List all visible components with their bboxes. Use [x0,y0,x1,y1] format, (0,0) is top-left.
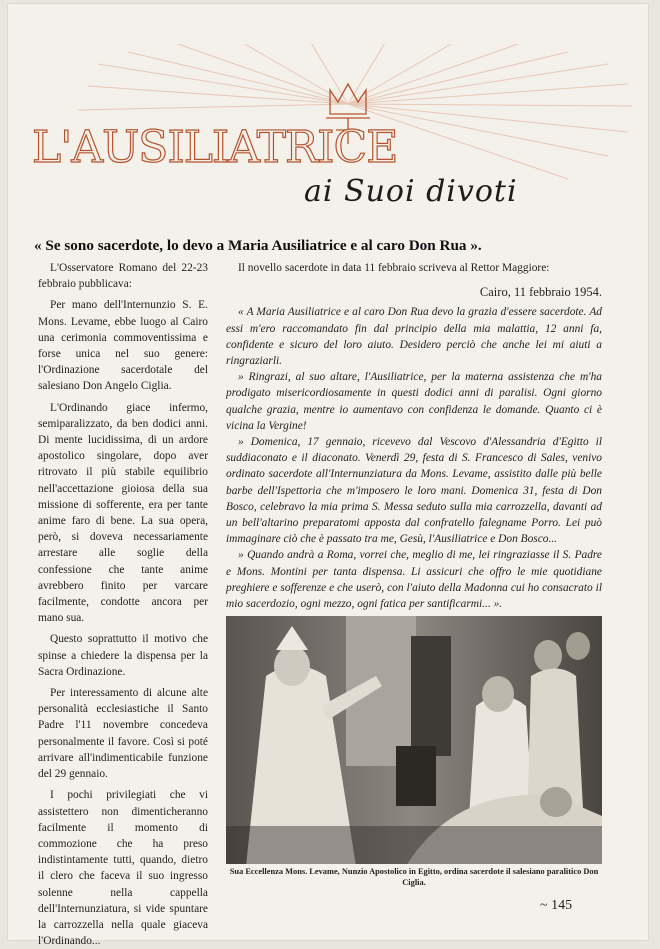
header-title: L'AUSILIATRICE [32,122,398,173]
header-subtitle: ai Suoi divoti [304,174,518,209]
left-paragraph: Per mano dell'Internunzio S. E. Mons. Levame, ebbe luogo al Cairo una cerimonia commoventissima e forse unica nel suo genere: l'Ordinazione sacerdotale del salesiano Don Angelo Ciglia. [38,299,208,393]
letter-paragraph: » Domenica, 17 gennaio, ricevevo dal Vescovo d'Alessandria d'Egitto il suddiaconato e il diaconato. Venerdì 29, festa di S. Francesco di Sales, venivo ordinato sacerdote all'Internunziatura da Mons. Levame, assistito dalle più belle barbe dell'Ispettoria che m'imposero le loro mani. Domenica 31, festa di Don Bosco, celebravo la mia prima S. Messa seduto sulla mia carrozzella, davanti ad un bell'altarino preparatomi apposta dal confratello falegname Porro. Lei può immaginare ciò che è passato tra me, Gesù, l'Ausiliatrice e Don Bosco... [226,436,602,546]
right-column [226,260,602,634]
letter-date: Cairo, 11 febbraio 1954. [479,285,602,300]
left-paragraph: L'Ordinando giace infermo, semiparalizzato, da ben dodici anni. Di mente lucidissima, di un ardore apostolico singolare, dopo aver ritrovato il più stabile equilibrio nell'accettazione gioiosa della sua missione di sofferente, era per tante anime faro di bene. La sua opera, però, si doveva necessariamente arrestare alle soglie della confessione che tante anime avrebbero finito per varcare facilmente, condotte ancora per mano sua. [38,401,208,625]
letter-paragraph: « A Maria Ausiliatrice e al caro Don Rua devo la grazia d'essere sacerdote. Ad essi m'ero raccomandato fin dal principio della mia malattia, 12 anni fa, confidente e sicuro del loro aiuto. Desidero perciò che anche lei mi aiuti a ringraziarli. [226,306,602,368]
left-column [38,260,208,949]
letter-paragraph: » Ringrazi, al suo altare, l'Ausiliatrice, per la materna assistenza che m'ha prodigato misericordiosamente in questi dodici anni di paralisi. Ogni giorno qualche grazia, mentre io aumentavo con confidenza le domande. Quanto ci è vicina la Vergine! [226,371,602,432]
page-number: ~ 145 [540,898,573,913]
left-paragraph: Questo soprattutto il motivo che spinse a chiedere la dispensa per la Sacra Ordinazione. [38,633,208,678]
letter-intro: Il novello sacerdote in data 11 febbraio scriveva al Rettor Maggiore: [238,262,550,274]
article-headline: « Se sono sacerdote, lo devo a Maria Ausiliatrice e al caro Don Rua ». [34,237,482,254]
left-paragraph: Per interessamento di alcune alte personalità ecclesiastiche il Santo Padre l'11 novembre concedeva personalmente il favore. Così si poté arrivare all'indimenticabile funzione del 29 gennaio. [38,687,208,781]
magazine-page [8,4,648,948]
left-paragraph: I pochi privilegiati che vi assistettero non dimenticheranno facilmente il momento di commozione che ha preso indistintamente tutti, quando, dietro il clero che faceva il suo ingresso solenne nella cappella dell'Internunziatura, si vide spuntare la carrozzella nella quale giaceva l'Ordinando... [38,789,208,948]
left-paragraph: L'Osservatore Romano del 22-23 febbraio pubblicava: [38,262,208,291]
photo-caption: Sua Eccellenza Mons. Levame, Nunzio Apostolico in Egitto, ordina sacerdote il salesiano paralitico Don Ciglia. [229,867,599,887]
page-header [8,44,648,214]
ordination-photo [226,616,602,864]
letter-paragraph: » Quando andrà a Roma, vorrei che, meglio di me, lei ringraziasse il S. Padre e Mons. Montini per tanta dispensa. Li assicuri che offro le mie quotidiane preghiere e sofferenze e che userò, con l'aiuto della Madonna cui ho consacrato il mio sacerdozio, ogni mezzo, ogni fatica per santificarmi... ». [226,549,602,611]
